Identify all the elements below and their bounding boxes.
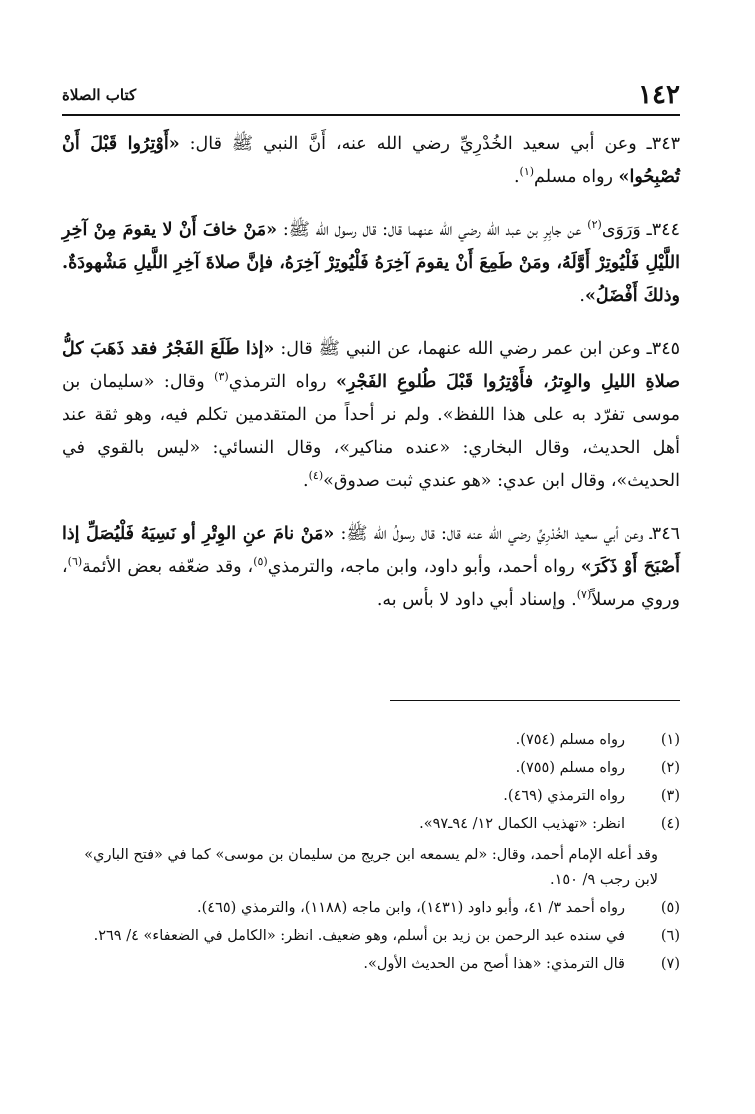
footnote-text: انظر: «تهذيب الكمال ١٢/ ٩٤ـ٩٧». [419, 816, 625, 832]
footnote-text: رواه مسلم (٧٥٥). [515, 760, 625, 776]
footnote-1 [62, 728, 680, 753]
footnote-5 [62, 896, 680, 921]
hadith-text: رواه مسلم [534, 167, 619, 187]
footnote-number: (٤) [660, 816, 680, 832]
hadith-number: ٣٤٥ـ [646, 339, 680, 359]
book-title: كتاب الصلاة [62, 86, 137, 104]
footnote-6 [62, 924, 680, 949]
footnote-4 [62, 812, 680, 837]
hadith-343 [62, 128, 680, 194]
footnote-ref: (٧) [576, 588, 592, 602]
footnote-number: (٢) [660, 760, 680, 776]
hadith-text: وعن أبي سعيد الخُدْرِيِّ رضي الله عنه قال: قال رسولُ الله ﷺ: [334, 524, 650, 544]
hadith-number: ٣٤٤ـ [646, 220, 680, 240]
hadith-text: . [303, 471, 309, 491]
hadith-text: وَرَوَى [601, 220, 647, 240]
hadith-text: وقال: «سليمان بن موسى تفرّد به على هذا اللفظ». ولم نر أحداً من المتقدمين تكلم فيه، وهو ثقة عند أهل الحديث، وقال البخاري: «عنده مناكير»، وقال النسائي: «ليس بالقوي في الحديث»، وقال ابن عدي: «هو عندي ثبت صدوق» [62, 372, 680, 491]
footnote-number: (٦) [660, 928, 680, 944]
footnote-2 [62, 756, 680, 781]
hadith-number: ٣٤٣ـ [646, 134, 680, 154]
hadith-text: ، وقد ضعّفه بعض الأئمة [82, 557, 254, 577]
hadith-text: وعن ابن عمر رضي الله عنهما، عن النبي ﷺ قال: [274, 339, 647, 359]
footnote-text: رواه الترمذي (٤٦٩). [503, 788, 625, 804]
hadith-quote: «أَوْتِرُوا قَبْلَ أَنْ تُصْبِحُوا» [62, 134, 680, 187]
main-text [62, 118, 680, 617]
running-header [62, 80, 680, 112]
footnote-ref: (٣) [214, 370, 229, 384]
footnote-number: (١) [660, 732, 680, 748]
hadith-quote: «مَنْ خافَ أَنْ لا يقومَ مِنْ آخِرِ اللَّيْلِ فَلْيُوتِرْ أَوَّلَهُ، ومَنْ طَمِعَ أَنْ يقومَ آخِرَهُ فَلْيُوتِرْ آخِرَهُ، فإنَّ صلاةَ آخِرِ اللَّيلِ مَشْهودَةٌ. وذلكَ أَفْضَلُ» [62, 220, 680, 306]
footnote-number: (٣) [660, 788, 680, 804]
footnote-text: قال الترمذي: «هذا أصح من الحديث الأول». [363, 956, 625, 972]
hadith-text: رواه أحمد، وأبو داود، وابن ماجه، والترمذي [267, 557, 581, 577]
hadith-text: وعن أبي سعيد الخُدْرِيِّ رضي الله عنه، أَنَّ النبي ﷺ قال: [179, 134, 647, 154]
footnote-text: رواه أحمد ٣/ ٤١، وأبو داود (١٤٣١)، وابن ماجه (١١٨٨)، والترمذي (٤٦٥). [197, 900, 625, 916]
hadith-quote: «إذا طَلَعَ الفَجْرُ فقد ذَهَبَ كلُّ صلاةِ الليلِ والوِترُ، فأَوْتِرُوا قَبْلَ طُلوعِ الفَجْرِ» [62, 339, 680, 392]
footnote-ref: (٦) [67, 555, 83, 569]
hadith-number: ٣٤٦ـ [649, 524, 680, 544]
footnote-text: وقد أعله الإمام أحمد، وقال: «لم يسمعه ابن جريج من سليمان بن موسى» كما في «فتح الباري» لابن رجب ٩/ ١٥٠. [84, 847, 658, 888]
footnote-ref: (١) [519, 165, 535, 179]
footnote-ref: (٥) [253, 555, 268, 569]
footnote-number: (٧) [660, 956, 680, 972]
footnote-4-continuation [62, 843, 680, 893]
hadith-text: ، وروي مرسلاً [62, 557, 680, 610]
footnote-7 [62, 952, 680, 977]
footnote-3 [62, 784, 680, 809]
footnote-text: رواه مسلم (٧٥٤). [515, 732, 625, 748]
hadith-346 [62, 518, 680, 617]
header-rule [62, 114, 680, 116]
hadith-text: عن جابِرِ بن عبد الله رضي الله عنهما قال: قال رسول الله ﷺ: [277, 220, 588, 240]
footnote-ref: (٢) [587, 218, 602, 232]
footnote-number: (٥) [660, 900, 680, 916]
footnote-ref: (٤) [308, 469, 324, 483]
hadith-quote: «مَنْ نامَ عنِ الوِتْرِ أو نَسِيَهُ فَلْيُصَلِّ إذا أَصْبَحَ أَوْ ذَكَرَ» [62, 524, 681, 577]
footnote-divider [390, 700, 680, 701]
hadith-text: . [579, 286, 585, 306]
hadith-text: رواه الترمذي [228, 372, 336, 392]
hadith-345 [62, 333, 680, 498]
page-number: ١٤٢ [638, 80, 680, 110]
hadith-text: . وإسناد أبي داود لا بأس به. [376, 590, 577, 610]
footnote-text: في سنده عبد الرحمن بن زيد بن أسلم، وهو ضعيف. انظر: «الكامل في الضعفاء» ٤/ ٢٦٩. [93, 928, 625, 944]
hadith-344 [62, 214, 680, 313]
hadith-text: . [513, 167, 520, 187]
footnotes [62, 728, 680, 980]
